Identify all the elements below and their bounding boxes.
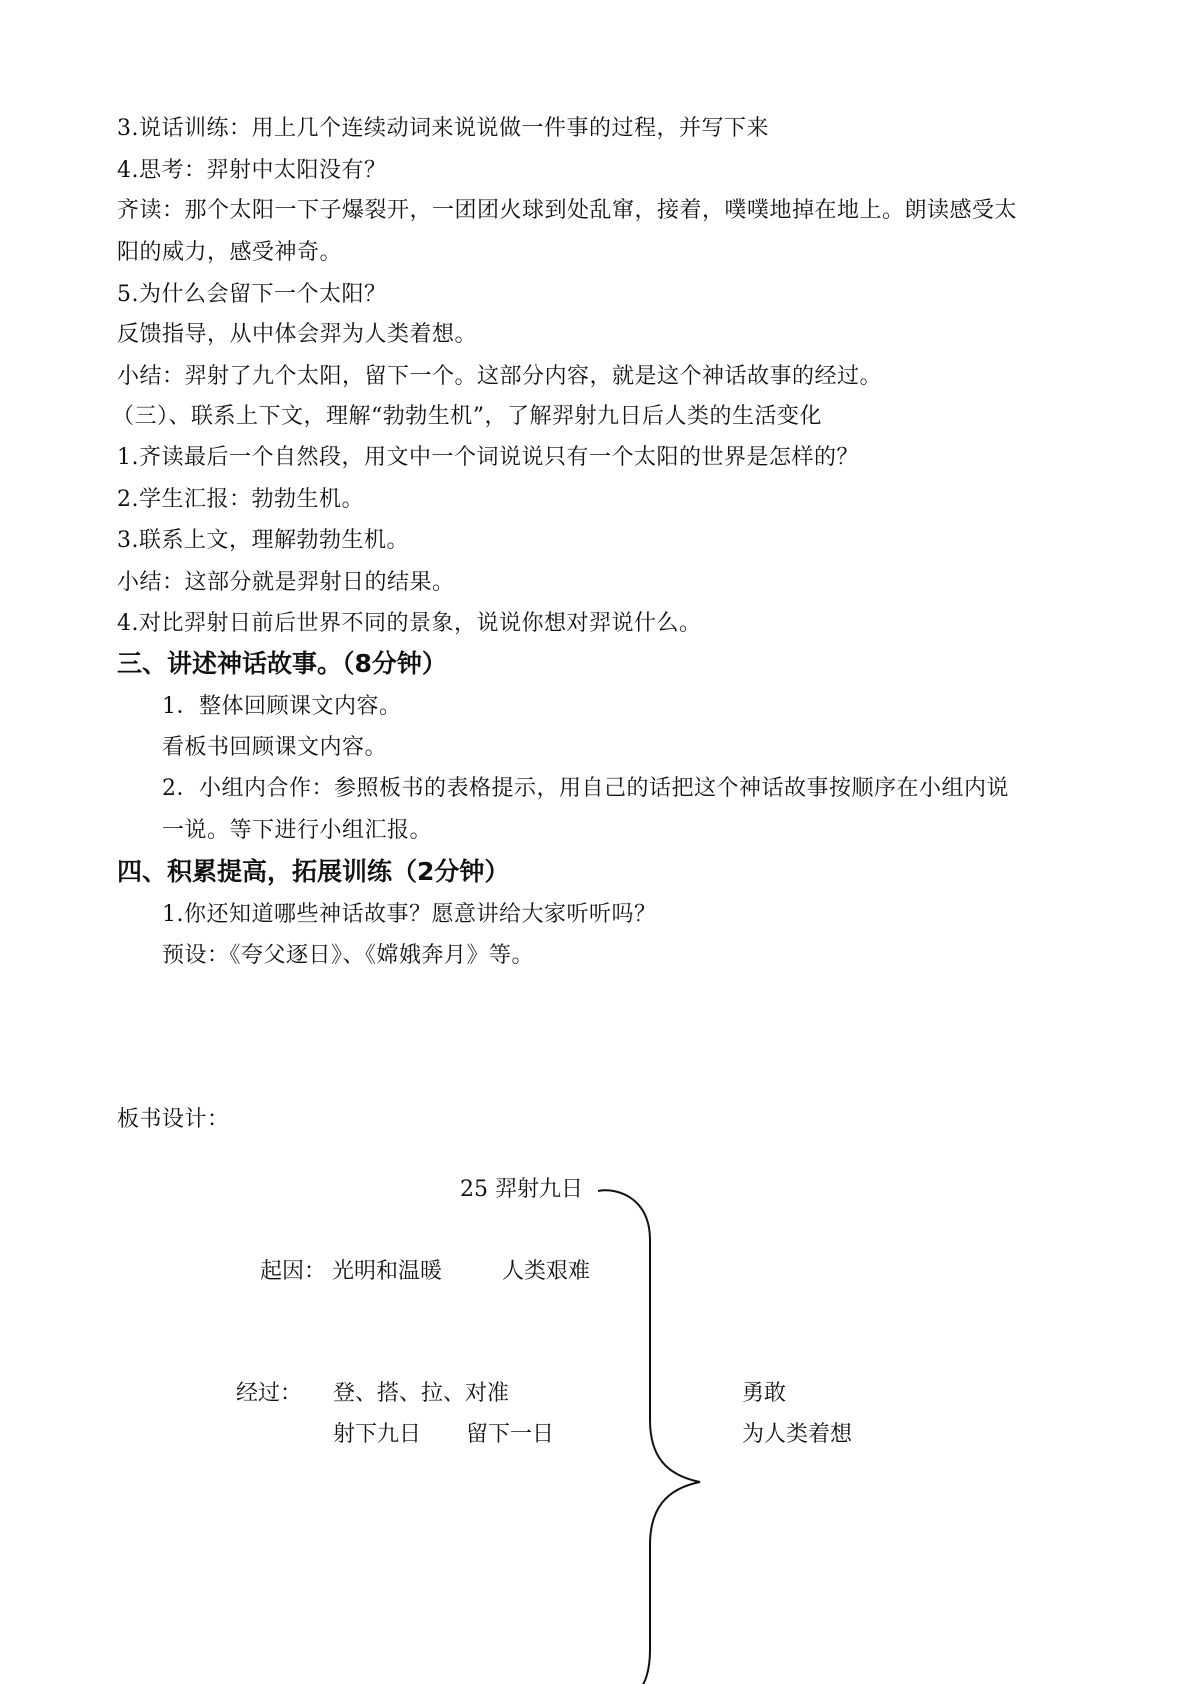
s4-preset: 预设：《夸父逐日》、《嫦娥奔月》等。: [162, 943, 535, 968]
board-cause-b: 人类艰难: [502, 1259, 591, 1284]
section4-heading: 四、积累提高，拓展训练（2分钟）: [117, 857, 510, 886]
line-read-1: 齐读：那个太阳一下子爆裂开，一团团火球到处乱窜，接着，噗噗地掉在地上。朗读感受太: [117, 198, 1018, 223]
line-feedback: 反馈指导，从中体会羿为人类着想。: [117, 322, 478, 347]
line-item3: 3.说话训练：用上几个连续动词来说说做一件事的过程，并写下来: [117, 116, 769, 141]
line-read-2: 阳的威力，感受神奇。: [117, 240, 343, 265]
board-process-b: 留下一日: [466, 1422, 555, 1447]
line-p3-item2: 2.学生汇报：勃勃生机。: [117, 487, 364, 512]
line-p3-item4: 4.对比羿射日前后世界不同的景象，说说你想对羿说什么。: [117, 611, 702, 636]
line-item4: 4.思考：羿射中太阳没有？: [117, 158, 387, 183]
board-label: 板书设计：: [117, 1107, 230, 1132]
line-summary1: 小结：羿射了九个太阳，留下一个。这部分内容，就是这个神话故事的经过。: [117, 364, 883, 389]
board-cause-label: 起因：: [260, 1259, 327, 1284]
line-p3-item1: 1.齐读最后一个自然段，用文中一个词说说只有一个太阳的世界是怎样的？: [117, 445, 859, 470]
s3-item2-line1: 2．小组内合作：参照板书的表格提示，用自己的话把这个神话故事按顺序在小组内说: [162, 776, 1009, 801]
board-process-label: 经过：: [236, 1381, 303, 1406]
board-process-verbs: 登、搭、拉、对准: [333, 1381, 510, 1406]
line-p3-item3: 3.联系上文，理解勃勃生机。: [117, 528, 409, 553]
board-quality-1: 勇敢: [742, 1381, 787, 1406]
section3-heading: 三、讲述神话故事。（8分钟）: [117, 649, 447, 678]
board-title: 25 羿射九日: [460, 1177, 583, 1202]
s4-item1: 1.你还知道哪些神话故事？愿意讲给大家听听吗？: [162, 902, 657, 927]
part3-title: （三）、联系上下文，理解“勃勃生机”，了解羿射九日后人类的生活变化: [112, 404, 822, 429]
board-cause-a: 光明和温暖: [332, 1259, 443, 1284]
s3-item1: 1．整体回顾课文内容。: [162, 694, 402, 719]
s3-item1-detail: 看板书回顾课文内容。: [162, 735, 388, 760]
line-item5: 5.为什么会留下一个太阳？: [117, 282, 387, 307]
board-process-a: 射下九日: [333, 1422, 422, 1447]
line-p3-summary: 小结：这部分就是羿射日的结果。: [117, 570, 455, 595]
s3-item2-line2: 一说。等下进行小组汇报。: [162, 818, 433, 843]
board-quality-2: 为人类着想: [742, 1422, 853, 1447]
